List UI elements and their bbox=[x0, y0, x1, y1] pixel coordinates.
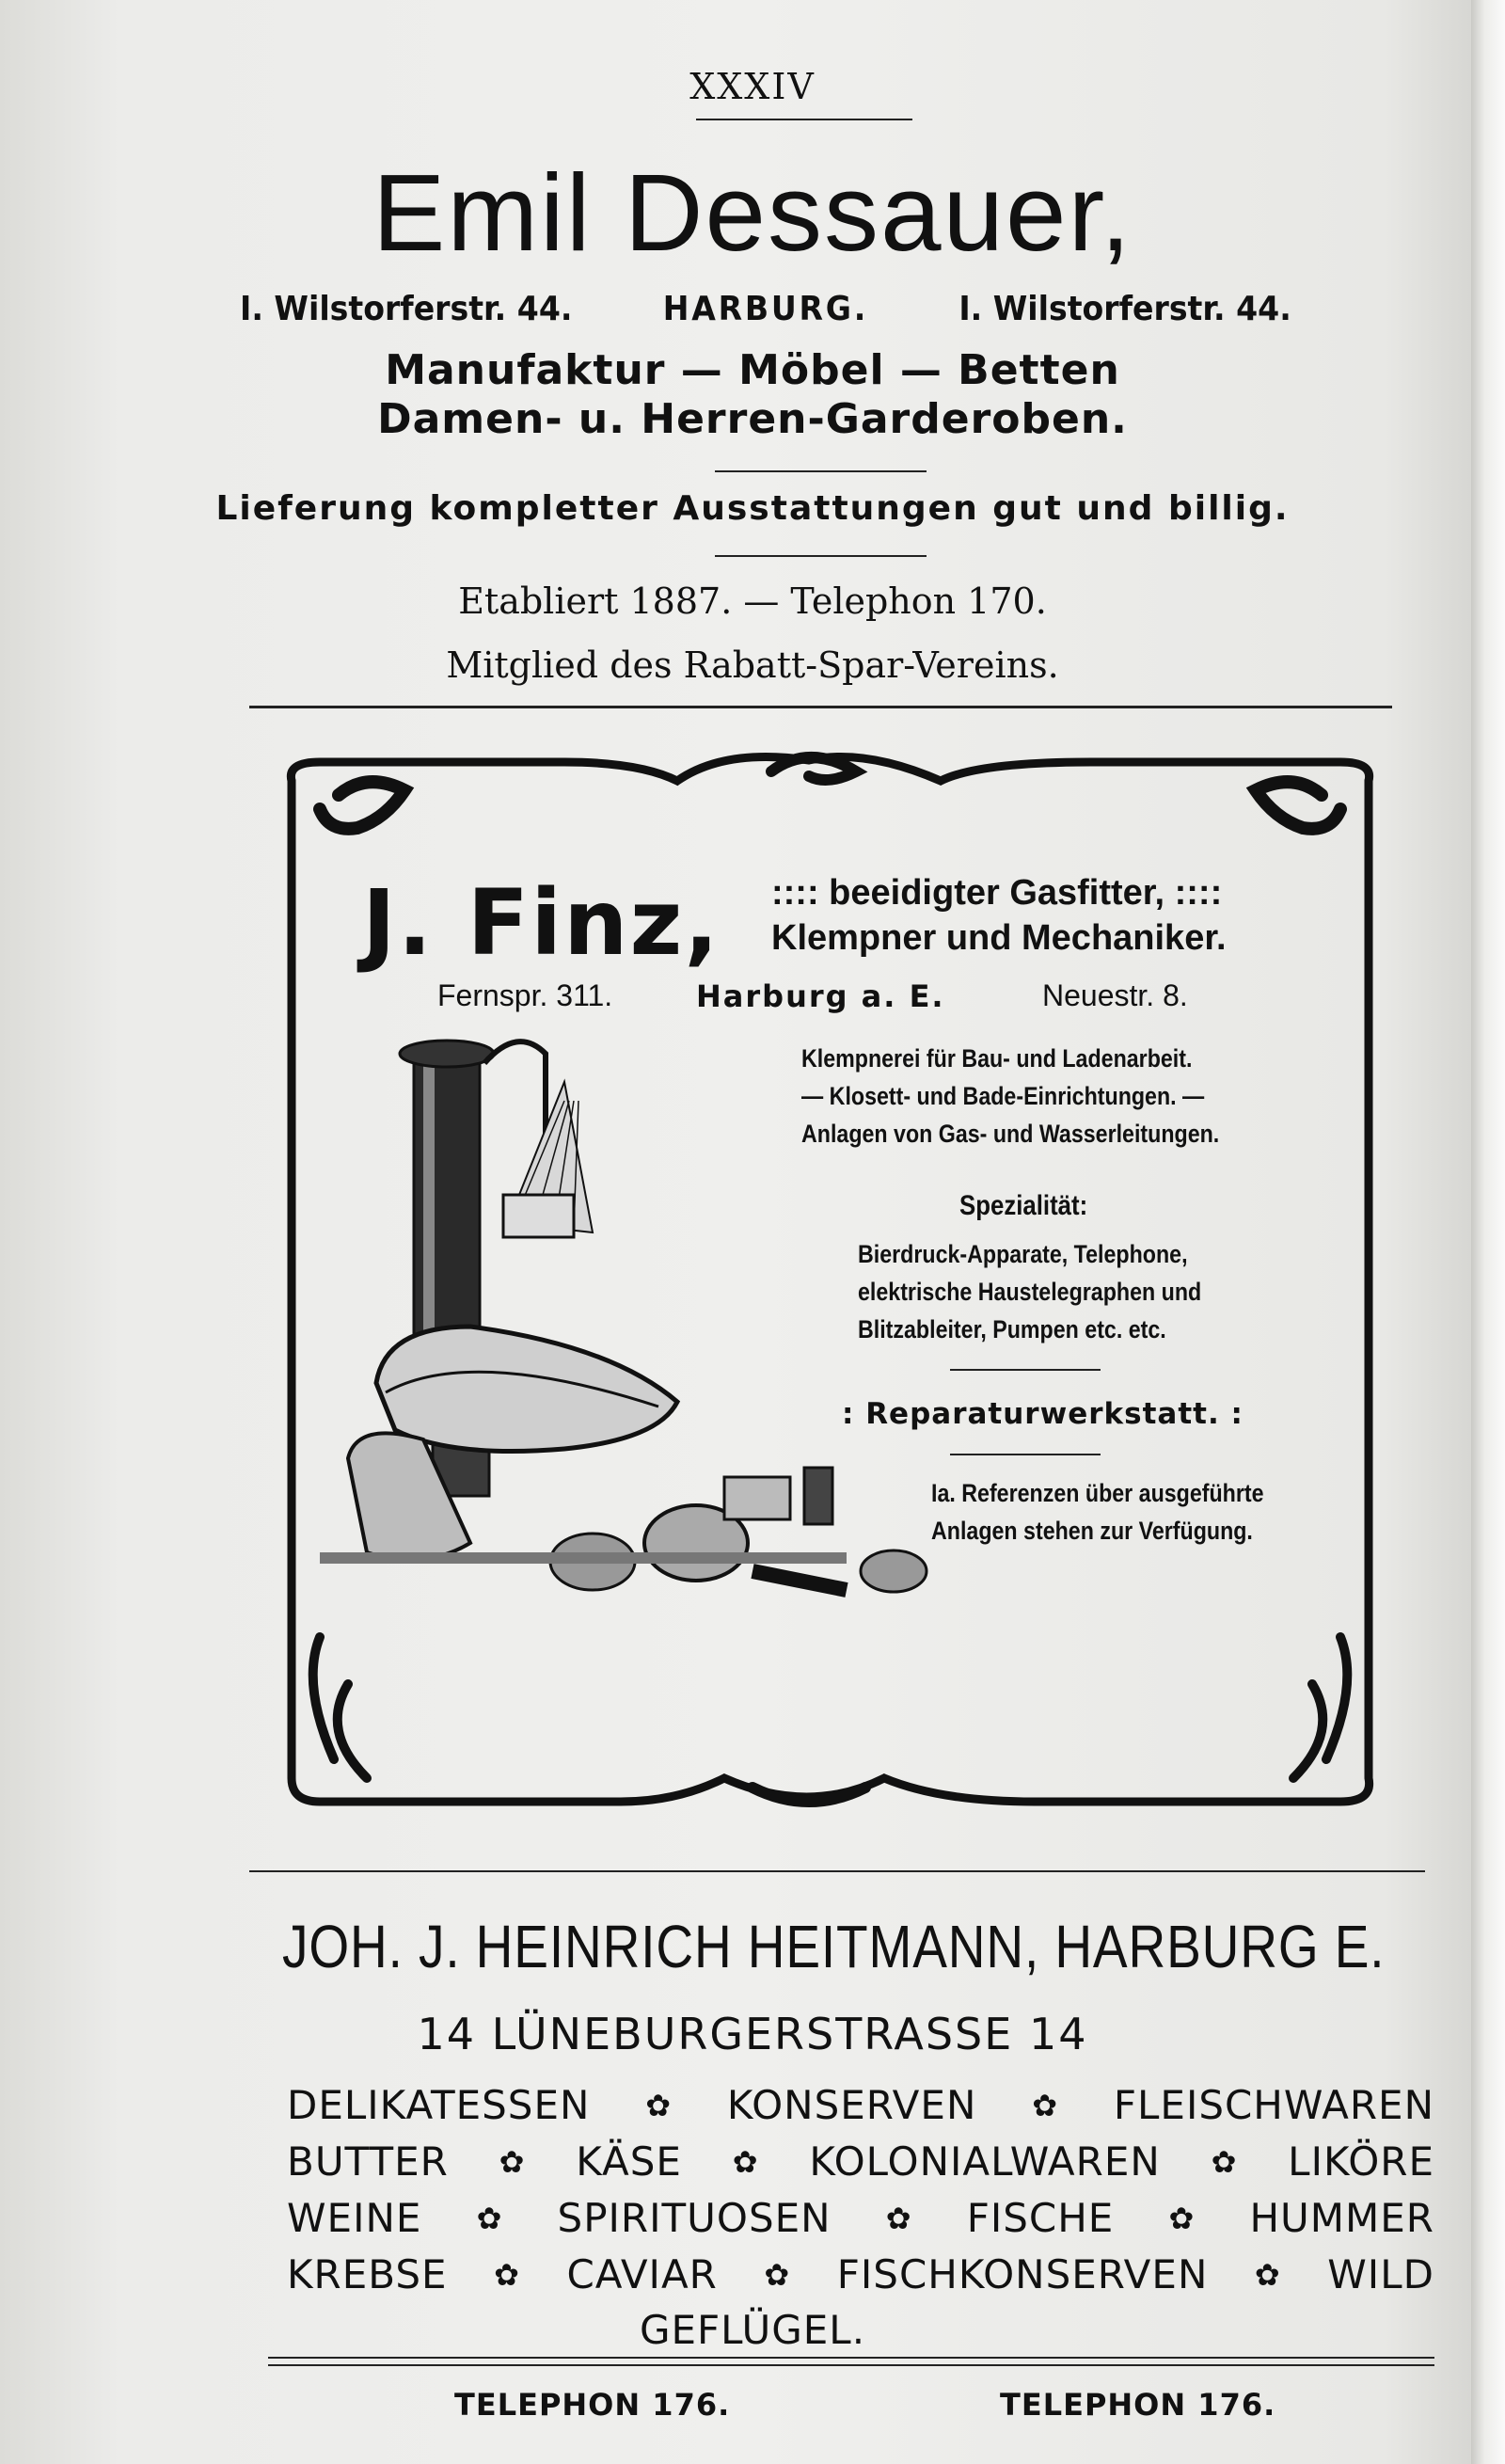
finz-refs-1: Ia. Referenzen über ausgeführte bbox=[931, 1479, 1264, 1507]
heitmann-street: 14 LÜNEBURGERSTRASSE 14 bbox=[417, 2009, 1088, 2059]
flower-ornament-icon: ✿ bbox=[499, 2143, 526, 2180]
dessauer-name: Emil Dessauer, bbox=[372, 151, 1133, 274]
finz-service-1: Klempnerei für Bau- und Ladenarbeit. bbox=[801, 1044, 1193, 1073]
heitmann-phone-left: TELEPHON 176. bbox=[454, 2387, 731, 2423]
goods-item: WEINE bbox=[287, 2195, 422, 2241]
dessauer-line-established: Etabliert 1887. — Telephon 170. bbox=[458, 580, 1047, 622]
goods-item: DELIKATESSEN bbox=[287, 2082, 591, 2128]
goods-item: LIKÖRE bbox=[1288, 2138, 1434, 2185]
goods-item: KÄSE bbox=[576, 2138, 682, 2185]
dessauer-address bbox=[240, 290, 1291, 328]
dessauer-rule-1 bbox=[715, 470, 927, 472]
dessauer-line-member: Mitglied des Rabatt-Spar-Vereins. bbox=[446, 644, 1059, 686]
goods-item: KONSERVEN bbox=[726, 2082, 977, 2128]
flower-ornament-icon: ✿ bbox=[885, 2200, 912, 2236]
goods-row-3 bbox=[287, 2195, 1434, 2241]
finz-repair: : Reparaturwerkstatt. : bbox=[842, 1397, 1244, 1431]
finz-phone: Fernspr. 311. bbox=[437, 978, 613, 1012]
finz-city: Harburg a. E. bbox=[696, 978, 945, 1014]
heitmann-phone-right: TELEPHON 176. bbox=[1000, 2387, 1276, 2423]
flower-ornament-icon: ✿ bbox=[764, 2256, 791, 2293]
finz-service-2: — Klosett- und Bade-Einrichtungen. — bbox=[801, 1082, 1205, 1110]
finz-street: Neuestr. 8. bbox=[1042, 978, 1188, 1012]
goods-item: BUTTER bbox=[287, 2138, 449, 2185]
flower-ornament-icon: ✿ bbox=[1254, 2256, 1281, 2293]
finz-special-heading: Spezialität: bbox=[959, 1190, 1088, 1221]
goods-item: FISCHE bbox=[966, 2195, 1115, 2241]
finz-title-gasfitter: :::: beeidigter Gasfitter, :::: bbox=[771, 873, 1223, 913]
finz-rule-1 bbox=[950, 1369, 1101, 1371]
goods-item: WILD bbox=[1327, 2251, 1434, 2297]
goods-item: KOLONIALWAREN bbox=[809, 2138, 1161, 2185]
goods-item: FISCHKONSERVEN bbox=[836, 2251, 1209, 2297]
finz-special-3: Blitzableiter, Pumpen etc. etc. bbox=[858, 1315, 1166, 1343]
finz-special-1: Bierdruck-Apparate, Telephone, bbox=[858, 1240, 1188, 1268]
flower-ornament-icon: ✿ bbox=[1168, 2200, 1196, 2236]
section-rule-1 bbox=[249, 706, 1392, 708]
finz-special-2: elektrische Haustelegraphen und bbox=[858, 1278, 1202, 1306]
flower-ornament-icon: ✿ bbox=[1211, 2143, 1238, 2180]
dessauer-line-goods: Manufaktur — Möbel — Betten bbox=[385, 346, 1120, 394]
finz-title-klempner: Klempner und Mechaniker. bbox=[771, 918, 1227, 958]
goods-row-4 bbox=[287, 2251, 1434, 2297]
dessauer-rule-2 bbox=[715, 555, 927, 557]
goods-item: FLEISCHWAREN bbox=[1113, 2082, 1434, 2128]
page-number-rule bbox=[696, 119, 912, 120]
flower-ornament-icon: ✿ bbox=[645, 2087, 673, 2123]
flower-ornament-icon: ✿ bbox=[1032, 2087, 1059, 2123]
flower-ornament-icon: ✿ bbox=[494, 2256, 520, 2293]
address-city: HARBURG. bbox=[662, 290, 869, 328]
goods-row-2 bbox=[287, 2138, 1434, 2185]
goods-row-1 bbox=[287, 2082, 1434, 2128]
finz-name: J. Finz, bbox=[362, 870, 721, 976]
dessauer-line-garments: Damen- u. Herren-Garderoben. bbox=[377, 395, 1128, 443]
dessauer-line-delivery: Lieferung kompletter Ausstattungen gut und billig. bbox=[215, 489, 1290, 528]
goods-item: SPIRITUOSEN bbox=[557, 2195, 832, 2241]
goods-item: HUMMER bbox=[1249, 2195, 1434, 2241]
flower-ornament-icon: ✿ bbox=[476, 2200, 503, 2236]
address-right: I. Wilstorferstr. 44. bbox=[958, 290, 1291, 328]
goods-item: CAVIAR bbox=[566, 2251, 718, 2297]
finz-rule-2 bbox=[950, 1454, 1101, 1455]
address-left: I. Wilstorferstr. 44. bbox=[240, 290, 573, 328]
footer-rule-2 bbox=[268, 2364, 1434, 2366]
heitmann-name: JOH. J. HEINRICH HEITMANN, HARBURG E. bbox=[282, 1913, 1386, 1980]
footer-rule-1 bbox=[268, 2357, 1434, 2359]
finz-refs-2: Anlagen stehen zur Verfügung. bbox=[931, 1517, 1253, 1545]
section-rule-2 bbox=[249, 1870, 1425, 1872]
flower-ornament-icon: ✿ bbox=[732, 2143, 759, 2180]
finz-service-3: Anlagen von Gas- und Wasserleitungen. bbox=[801, 1120, 1220, 1148]
goods-last: GEFLÜGEL. bbox=[639, 2307, 866, 2353]
page-number: XXXIV bbox=[689, 66, 816, 107]
goods-item: KREBSE bbox=[287, 2251, 448, 2297]
